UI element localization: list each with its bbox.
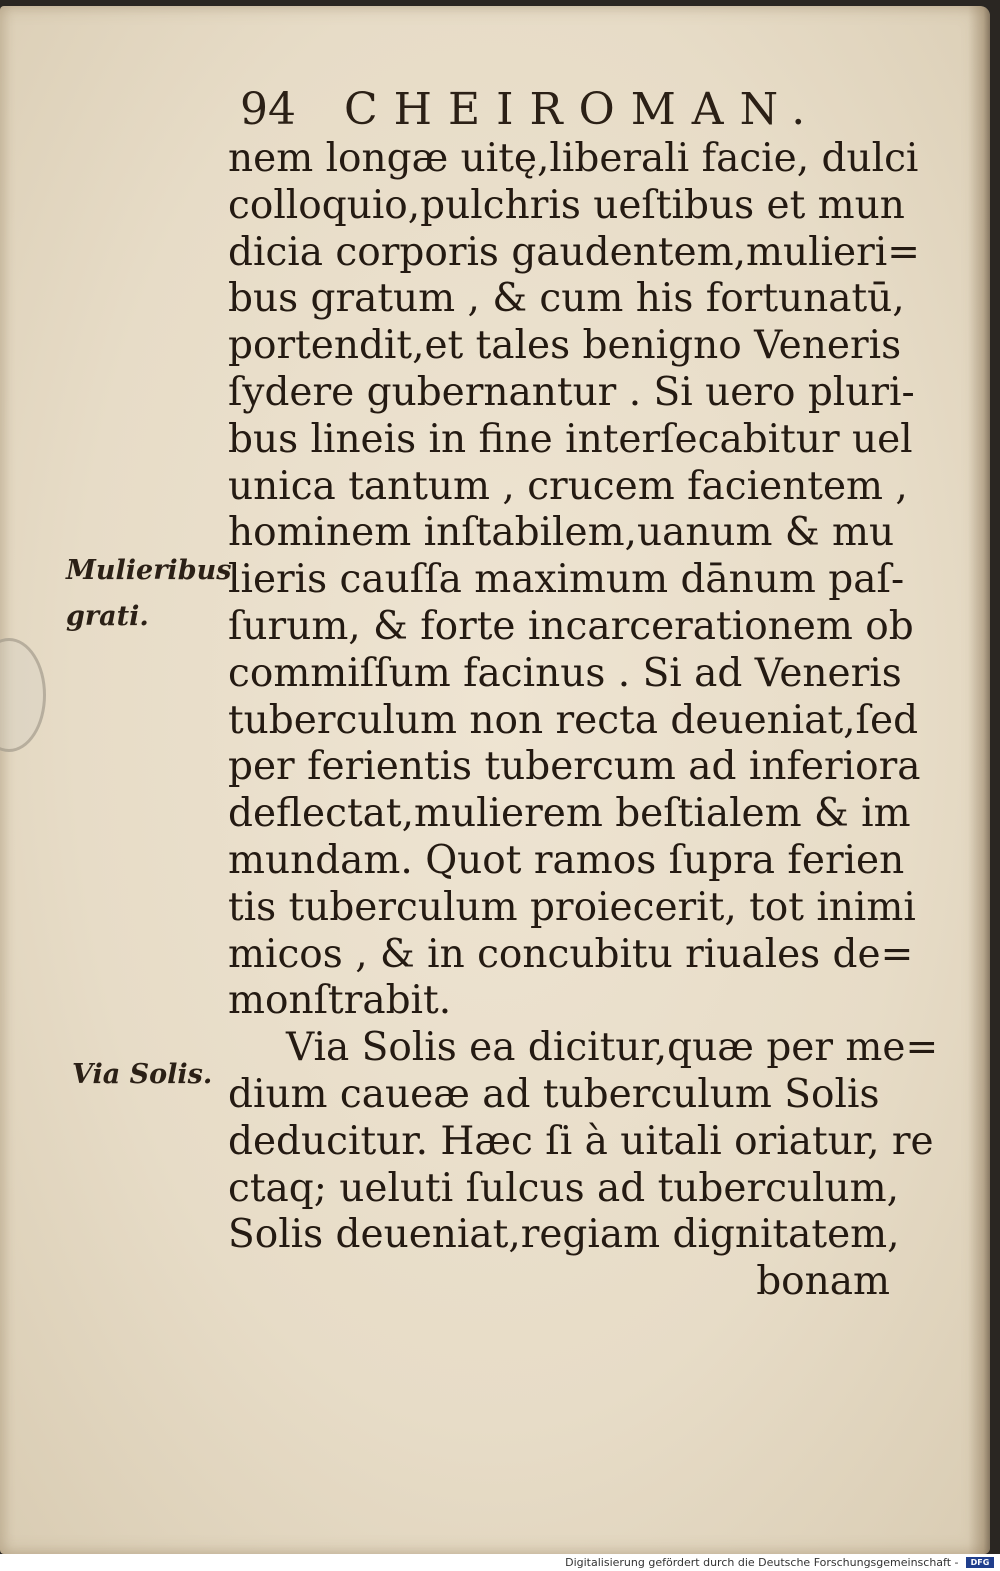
text-line: dicia corporis gaudentem,mulieri= [228,229,920,275]
text-line: monſtrabit. [228,978,452,1024]
text-line: micos , & in concubitu riuales de= [228,931,914,977]
margin-note-line: Mulieribus [66,555,232,586]
text-line: mundam. Quot ramos ſupra ferien [228,837,905,883]
text-line: nem longæ uitę,liberali facie, dulci [228,136,919,181]
margin-note-line: grati. [66,601,149,632]
text-line: per ferientis tubercum ad inferiora [228,744,921,790]
text-line: ſydere gubernantur . Si uero pluri- [228,369,915,415]
text-line: deducitur. Hæc ſi à uitali oriatur, re [228,1118,934,1164]
text-line: unica tantum , crucem facientem , [228,463,908,509]
text-line: colloquio,pulchris ueſtibus et mun [228,182,905,228]
margin-note-via-solis: Via Solis. [72,1059,213,1090]
page-clip-ring [0,638,46,752]
margin-note-mulieribus [66,548,231,640]
page-edge-shadow [968,6,990,1554]
book-page [0,6,990,1554]
running-title: CHEIROMAN. [344,84,822,135]
text-line: lieris cauſſa maximum dānum paſ- [228,557,905,603]
text-line: deflectat,mulierem beſtialem & im [228,791,911,837]
text-line-paragraph-start: Via Solis ea dicitur,quæ per me= [286,1025,939,1071]
text-line: portendit,et tales benigno Veneris [228,323,902,369]
text-line: tuberculum non recta deueniat,ſed [228,697,919,743]
digitization-footer [0,1554,1000,1571]
dfg-logo-icon: DFG [966,1557,994,1568]
footer-credit: Digitalisierung gefördert durch die Deutsche Forschungsgemeinschaft - [565,1556,959,1569]
text-line: Solis deueniat,regiam dignitatem, [228,1212,900,1258]
text-line: ctaq; ueluti ſulcus ad tuberculum, [228,1165,900,1211]
folio-number: 94 [240,84,296,135]
text-line: ſurum, & forte incarcerationem ob [228,603,914,649]
text-line: hominem inſtabilem,uanum & mu [228,510,895,556]
body-text [228,136,939,1306]
catchword: bonam [756,1259,890,1305]
text-line: bus gratum , & cum his fortunatū, [228,276,905,322]
text-line: commiſſum facinus . Si ad Veneris [228,650,902,696]
page-header [240,84,860,134]
text-line: dium caueæ ad tuberculum Solis [228,1071,880,1117]
text-line: bus lineis in fine interſecabitur uel [228,416,913,462]
text-line: tis tuberculum proiecerit, tot inimi [228,884,916,930]
